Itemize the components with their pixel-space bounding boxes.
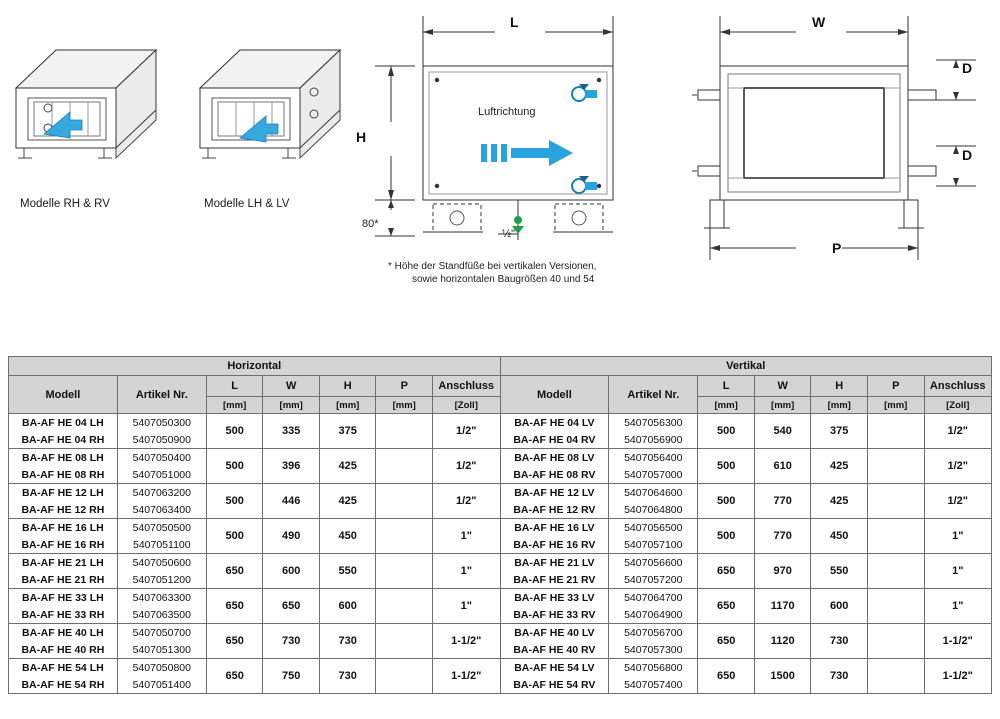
front-view-drawing: [355, 4, 675, 264]
value-L-vertikal: 650: [698, 589, 755, 624]
model-name-horizontal: BA-AF HE 16 RH: [9, 536, 118, 554]
col-header-artikel-v: Artikel Nr.: [609, 376, 698, 414]
value-P-horizontal: [376, 519, 433, 554]
article-number-vertikal: 5407064800: [609, 501, 698, 519]
col-header-modell-v: Modell: [500, 376, 609, 414]
col-header-L-h: L: [206, 376, 263, 397]
dimension-label-D-top: D: [962, 60, 973, 76]
model-name-vertikal: BA-AF HE 16 RV: [500, 536, 609, 554]
value-W-vertikal: 1120: [754, 624, 811, 659]
value-H-vertikal: 425: [811, 449, 868, 484]
col-header-W-v: W: [754, 376, 811, 397]
value-anschluss-vertikal: 1": [924, 589, 992, 624]
value-W-horizontal: 446: [263, 484, 320, 519]
article-number-vertikal: 5407064600: [609, 484, 698, 502]
value-W-vertikal: 1170: [754, 589, 811, 624]
article-number-vertikal: 5407057000: [609, 466, 698, 484]
isometric-caption-lh-lv: Modelle LH & LV: [204, 198, 290, 210]
article-number-horizontal: 5407050500: [117, 519, 206, 537]
value-anschluss-vertikal: 1/2": [924, 484, 992, 519]
model-name-horizontal: BA-AF HE 04 RH: [9, 431, 118, 449]
model-name-vertikal: BA-AF HE 04 RV: [500, 431, 609, 449]
value-anschluss-horizontal: 1": [433, 519, 501, 554]
model-name-horizontal: BA-AF HE 33 LH: [9, 589, 118, 607]
model-name-vertikal: BA-AF HE 40 RV: [500, 641, 609, 659]
col-header-artikel-h: Artikel Nr.: [117, 376, 206, 414]
article-number-vertikal: 5407056400: [609, 449, 698, 467]
article-number-vertikal: 5407056500: [609, 519, 698, 537]
value-W-vertikal: 1500: [754, 659, 811, 694]
table-row: [9, 659, 992, 677]
value-anschluss-horizontal: 1": [433, 554, 501, 589]
value-L-horizontal: 500: [206, 449, 263, 484]
value-P-vertikal: [867, 624, 924, 659]
connection-size-label: ½": [502, 228, 516, 240]
isometric-caption-rh-rv: Modelle RH & RV: [20, 198, 110, 210]
value-L-vertikal: 650: [698, 554, 755, 589]
group-header-vertikal: Vertikal: [500, 357, 992, 376]
unit-W-h: [mm]: [263, 397, 320, 414]
model-name-horizontal: BA-AF HE 16 LH: [9, 519, 118, 537]
col-header-modell-h: Modell: [9, 376, 118, 414]
value-P-vertikal: [867, 519, 924, 554]
article-number-vertikal: 5407056900: [609, 431, 698, 449]
model-name-vertikal: BA-AF HE 54 LV: [500, 659, 609, 677]
model-name-vertikal: BA-AF HE 40 LV: [500, 624, 609, 642]
col-header-L-v: L: [698, 376, 755, 397]
model-name-horizontal: BA-AF HE 12 LH: [9, 484, 118, 502]
value-L-vertikal: 500: [698, 449, 755, 484]
value-W-horizontal: 396: [263, 449, 320, 484]
col-header-W-h: W: [263, 376, 320, 397]
model-name-vertikal: BA-AF HE 08 RV: [500, 466, 609, 484]
value-W-vertikal: 540: [754, 414, 811, 449]
article-number-horizontal: 5407051000: [117, 466, 206, 484]
model-name-vertikal: BA-AF HE 12 RV: [500, 501, 609, 519]
value-H-vertikal: 425: [811, 484, 868, 519]
value-anschluss-horizontal: 1-1/2": [433, 624, 501, 659]
col-header-anschluss-h: Anschluss: [433, 376, 501, 397]
dimension-label-D-bottom: D: [962, 147, 973, 163]
article-number-horizontal: 5407051200: [117, 571, 206, 589]
article-number-horizontal: 5407063500: [117, 606, 206, 624]
article-number-horizontal: 5407051300: [117, 641, 206, 659]
value-H-horizontal: 425: [319, 449, 376, 484]
value-W-horizontal: 730: [263, 624, 320, 659]
value-L-horizontal: 500: [206, 519, 263, 554]
model-name-vertikal: BA-AF HE 16 LV: [500, 519, 609, 537]
article-number-vertikal: 5407056600: [609, 554, 698, 572]
value-anschluss-vertikal: 1-1/2": [924, 624, 992, 659]
value-W-horizontal: 750: [263, 659, 320, 694]
col-header-H-v: H: [811, 376, 868, 397]
value-L-vertikal: 650: [698, 659, 755, 694]
unit-anschluss-v: [Zoll]: [924, 397, 992, 414]
article-number-horizontal: 5407050300: [117, 414, 206, 432]
article-number-vertikal: 5407064900: [609, 606, 698, 624]
value-L-horizontal: 500: [206, 414, 263, 449]
value-H-horizontal: 730: [319, 659, 376, 694]
value-L-vertikal: 500: [698, 519, 755, 554]
value-anschluss-vertikal: 1/2": [924, 414, 992, 449]
model-name-vertikal: BA-AF HE 04 LV: [500, 414, 609, 432]
article-number-vertikal: 5407057300: [609, 641, 698, 659]
article-number-horizontal: 5407063300: [117, 589, 206, 607]
dimension-label-W: W: [812, 14, 826, 30]
article-number-horizontal: 5407051100: [117, 536, 206, 554]
value-anschluss-vertikal: 1": [924, 554, 992, 589]
article-number-horizontal: 5407050600: [117, 554, 206, 572]
footnote-line-2: sowie horizontalen Baugrößen 40 und 54: [412, 274, 595, 285]
unit-L-h: [mm]: [206, 397, 263, 414]
col-header-anschluss-v: Anschluss: [924, 376, 992, 397]
side-view-drawing: [690, 4, 990, 274]
article-number-vertikal: 5407056300: [609, 414, 698, 432]
value-P-horizontal: [376, 484, 433, 519]
model-name-horizontal: BA-AF HE 04 LH: [9, 414, 118, 432]
value-H-horizontal: 375: [319, 414, 376, 449]
value-L-horizontal: 650: [206, 589, 263, 624]
footnote-line-1: * Höhe der Standfüße bei vertikalen Versionen,: [388, 261, 597, 272]
value-anschluss-horizontal: 1": [433, 589, 501, 624]
table-row: [9, 484, 992, 502]
unit-H-h: [mm]: [319, 397, 376, 414]
value-H-vertikal: 600: [811, 589, 868, 624]
article-number-vertikal: 5407057100: [609, 536, 698, 554]
model-name-horizontal: BA-AF HE 54 RH: [9, 676, 118, 694]
value-W-horizontal: 490: [263, 519, 320, 554]
model-name-horizontal: BA-AF HE 40 RH: [9, 641, 118, 659]
article-number-horizontal: 5407063400: [117, 501, 206, 519]
col-header-H-h: H: [319, 376, 376, 397]
article-number-horizontal: 5407050400: [117, 449, 206, 467]
spec-table-body: [9, 414, 992, 694]
table-row: [9, 554, 992, 572]
article-number-horizontal: 5407051400: [117, 676, 206, 694]
model-name-horizontal: BA-AF HE 08 RH: [9, 466, 118, 484]
value-P-vertikal: [867, 554, 924, 589]
value-W-vertikal: 610: [754, 449, 811, 484]
value-P-vertikal: [867, 414, 924, 449]
article-number-vertikal: 5407057400: [609, 676, 698, 694]
value-H-horizontal: 550: [319, 554, 376, 589]
airflow-direction-label: Luftrichtung: [478, 106, 536, 118]
value-P-vertikal: [867, 449, 924, 484]
value-L-horizontal: 500: [206, 484, 263, 519]
value-H-vertikal: 730: [811, 659, 868, 694]
model-name-horizontal: BA-AF HE 33 RH: [9, 606, 118, 624]
model-name-vertikal: BA-AF HE 21 RV: [500, 571, 609, 589]
value-P-horizontal: [376, 449, 433, 484]
unit-P-v: [mm]: [867, 397, 924, 414]
drawings-area: [0, 0, 1000, 340]
value-P-horizontal: [376, 554, 433, 589]
col-header-P-h: P: [376, 376, 433, 397]
value-L-vertikal: 500: [698, 414, 755, 449]
value-L-horizontal: 650: [206, 554, 263, 589]
table-row: [9, 449, 992, 467]
value-P-vertikal: [867, 659, 924, 694]
model-name-vertikal: BA-AF HE 12 LV: [500, 484, 609, 502]
value-anschluss-vertikal: 1/2": [924, 449, 992, 484]
article-number-horizontal: 5407050900: [117, 431, 206, 449]
value-W-horizontal: 335: [263, 414, 320, 449]
value-anschluss-horizontal: 1-1/2": [433, 659, 501, 694]
value-W-vertikal: 770: [754, 519, 811, 554]
value-P-vertikal: [867, 589, 924, 624]
dimension-label-P: P: [832, 240, 842, 256]
article-number-vertikal: 5407064700: [609, 589, 698, 607]
value-anschluss-horizontal: 1/2": [433, 414, 501, 449]
model-name-vertikal: BA-AF HE 33 LV: [500, 589, 609, 607]
value-H-vertikal: 450: [811, 519, 868, 554]
value-H-vertikal: 375: [811, 414, 868, 449]
model-name-horizontal: BA-AF HE 12 RH: [9, 501, 118, 519]
article-number-horizontal: 5407050700: [117, 624, 206, 642]
model-name-horizontal: BA-AF HE 21 LH: [9, 554, 118, 572]
value-H-horizontal: 450: [319, 519, 376, 554]
model-name-vertikal: BA-AF HE 33 RV: [500, 606, 609, 624]
value-W-vertikal: 970: [754, 554, 811, 589]
value-P-horizontal: [376, 624, 433, 659]
value-H-horizontal: 600: [319, 589, 376, 624]
article-number-vertikal: 5407056700: [609, 624, 698, 642]
table-row: [9, 414, 992, 432]
model-name-vertikal: BA-AF HE 54 RV: [500, 676, 609, 694]
dimension-label-L: L: [510, 14, 519, 30]
value-L-horizontal: 650: [206, 659, 263, 694]
unit-anschluss-h: [Zoll]: [433, 397, 501, 414]
article-number-vertikal: 5407056800: [609, 659, 698, 677]
spec-table-wrapper: [8, 356, 992, 694]
table-row: [9, 624, 992, 642]
model-name-horizontal: BA-AF HE 21 RH: [9, 571, 118, 589]
value-L-vertikal: 500: [698, 484, 755, 519]
value-H-vertikal: 550: [811, 554, 868, 589]
unit-H-v: [mm]: [811, 397, 868, 414]
model-name-horizontal: BA-AF HE 54 LH: [9, 659, 118, 677]
foot-height-label: 80*: [362, 218, 379, 230]
value-W-vertikal: 770: [754, 484, 811, 519]
value-anschluss-vertikal: 1": [924, 519, 992, 554]
value-P-horizontal: [376, 589, 433, 624]
value-W-horizontal: 650: [263, 589, 320, 624]
value-anschluss-horizontal: 1/2": [433, 484, 501, 519]
model-name-horizontal: BA-AF HE 40 LH: [9, 624, 118, 642]
spec-table: [8, 356, 992, 694]
value-H-horizontal: 730: [319, 624, 376, 659]
value-anschluss-horizontal: 1/2": [433, 449, 501, 484]
model-name-vertikal: BA-AF HE 08 LV: [500, 449, 609, 467]
col-header-P-v: P: [867, 376, 924, 397]
unit-L-v: [mm]: [698, 397, 755, 414]
article-number-horizontal: 5407050800: [117, 659, 206, 677]
dimension-label-H: H: [356, 129, 367, 145]
isometric-view-rh-rv: [8, 30, 168, 180]
value-W-horizontal: 600: [263, 554, 320, 589]
value-L-vertikal: 650: [698, 624, 755, 659]
group-header-horizontal: Horizontal: [9, 357, 501, 376]
value-H-horizontal: 425: [319, 484, 376, 519]
table-row: [9, 519, 992, 537]
table-row: [9, 589, 992, 607]
unit-W-v: [mm]: [754, 397, 811, 414]
model-name-vertikal: BA-AF HE 21 LV: [500, 554, 609, 572]
article-number-vertikal: 5407057200: [609, 571, 698, 589]
isometric-view-lh-lv: [192, 30, 352, 180]
value-L-horizontal: 650: [206, 624, 263, 659]
model-name-horizontal: BA-AF HE 08 LH: [9, 449, 118, 467]
article-number-horizontal: 5407063200: [117, 484, 206, 502]
value-P-horizontal: [376, 659, 433, 694]
value-H-vertikal: 730: [811, 624, 868, 659]
value-P-horizontal: [376, 414, 433, 449]
unit-P-h: [mm]: [376, 397, 433, 414]
value-P-vertikal: [867, 484, 924, 519]
value-anschluss-vertikal: 1-1/2": [924, 659, 992, 694]
